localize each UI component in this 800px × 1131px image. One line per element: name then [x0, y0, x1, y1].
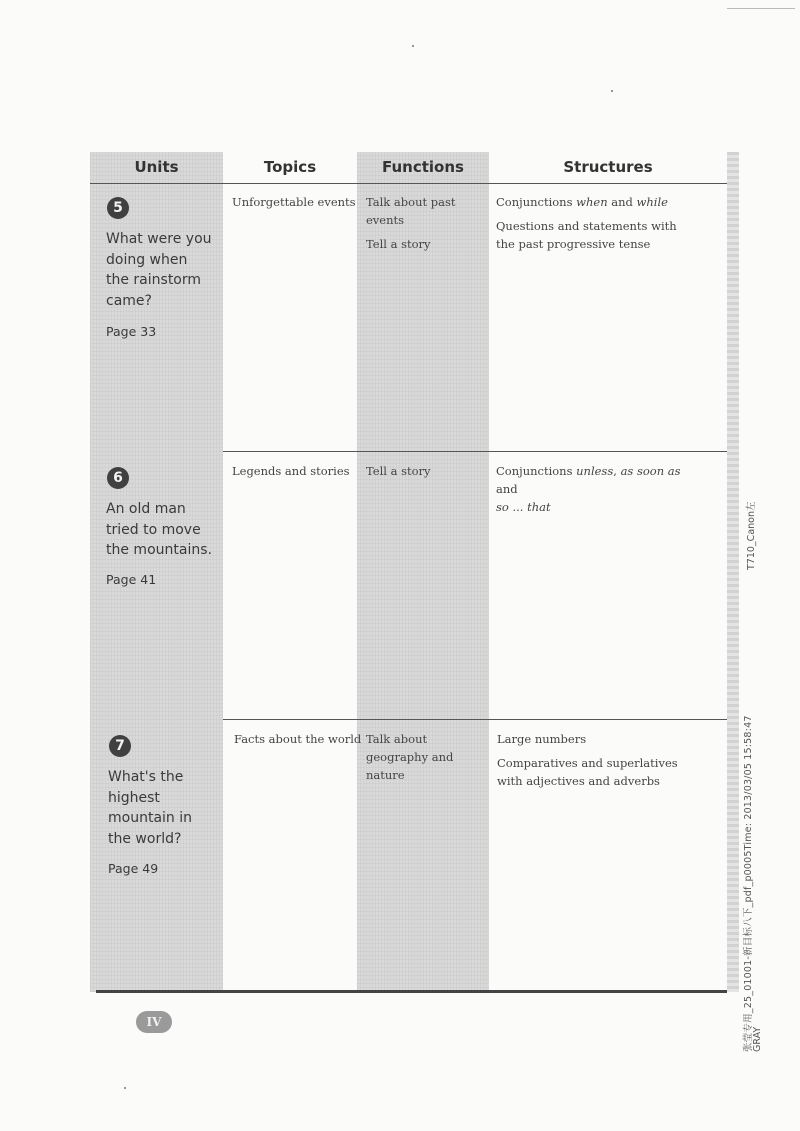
functions-column-shade	[357, 152, 489, 992]
scan-margin-text: 张莹专用_25_01001-新目标八下_pdf_p0005Time: 2013/03/05 15:58:47	[743, 715, 754, 1052]
structure-text: and	[496, 482, 518, 496]
unit-5-title-line: came?	[106, 292, 152, 309]
structure-text: and	[607, 195, 637, 209]
scan-edge-rule	[727, 8, 795, 9]
structure-text: ,	[613, 464, 621, 478]
unit-7-function-item: Talk about geography and nature	[366, 732, 454, 782]
structure-text: Conjunctions	[496, 464, 577, 478]
row-divider	[223, 719, 727, 720]
header-units: Units	[134, 158, 179, 176]
page-number-badge: IV	[136, 1011, 172, 1033]
header-structures: Structures	[563, 158, 653, 176]
unit-5-number-badge: 5	[107, 197, 129, 219]
unit-5-title-line: What were you	[106, 231, 212, 247]
unit-6-title	[106, 499, 212, 561]
printer-margin-text: T710_Canon左	[746, 501, 757, 570]
contents-table	[90, 152, 727, 992]
unit-7-title-line: What's the	[108, 769, 184, 785]
unit-5-function-item: Talk about past events	[366, 195, 456, 227]
unit-6-structures	[496, 462, 696, 522]
unit-5-title	[106, 229, 212, 311]
scan-speck	[611, 90, 613, 92]
structure-italic: as soon as	[620, 464, 681, 478]
unit-6-topic: Legends and stories	[232, 464, 350, 478]
scan-speck	[412, 45, 414, 47]
unit-6-number-badge: 6	[107, 467, 129, 489]
unit-5-structures	[496, 193, 696, 259]
header-rule	[90, 183, 727, 184]
unit-5-page: Page 33	[106, 324, 157, 339]
unit-6-function-item: Tell a story	[366, 464, 431, 478]
unit-7-topic: Facts about the world	[234, 732, 362, 746]
unit-6-title-line: the mountains.	[106, 542, 212, 558]
row-divider	[223, 451, 727, 452]
scan-margin-text-gray: GRAY	[752, 1026, 763, 1052]
unit-5-function-item: Tell a story	[366, 237, 431, 251]
unit-7-title-line: mountain in	[108, 810, 192, 826]
unit-6-structure-item	[496, 462, 696, 516]
unit-5-structure-item	[496, 193, 696, 211]
unit-7-title	[108, 767, 192, 849]
structure-italic: when	[576, 195, 608, 209]
structure-text: Conjunctions	[496, 195, 577, 209]
unit-7-structure-item: Comparatives and superlatives with adjectives and adverbs	[497, 756, 678, 788]
table-bottom-rule	[96, 990, 727, 993]
unit-7-structure-item: Large numbers	[497, 732, 587, 746]
unit-7-functions	[366, 730, 490, 790]
unit-5-title-line: the rainstorm	[106, 272, 202, 288]
unit-7-structures	[497, 730, 697, 796]
structure-italic: while	[636, 195, 668, 209]
unit-5-topic: Unforgettable events	[232, 195, 356, 209]
unit-7-number-badge: 7	[109, 735, 131, 757]
unit-5-functions	[366, 193, 490, 259]
scan-speck	[124, 1087, 126, 1089]
structure-italic: unless	[576, 464, 614, 478]
unit-6-title-line: tried to move	[106, 521, 201, 538]
structure-italic: so ... that	[496, 500, 551, 514]
unit-6-page: Page 41	[106, 572, 157, 587]
header-functions: Functions	[382, 158, 464, 176]
unit-6-functions	[366, 462, 490, 486]
scan-margin-band	[727, 152, 739, 992]
unit-7-page: Page 49	[108, 861, 159, 876]
unit-6-title-line: An old man	[106, 501, 186, 517]
header-topics: Topics	[263, 158, 317, 176]
unit-5-structure-item: Questions and statements with the past progressive tense	[496, 219, 677, 251]
unit-7-title-line: the world?	[108, 830, 182, 847]
unit-7-title-line: highest	[108, 789, 160, 806]
unit-5-title-line: doing when	[106, 251, 188, 268]
